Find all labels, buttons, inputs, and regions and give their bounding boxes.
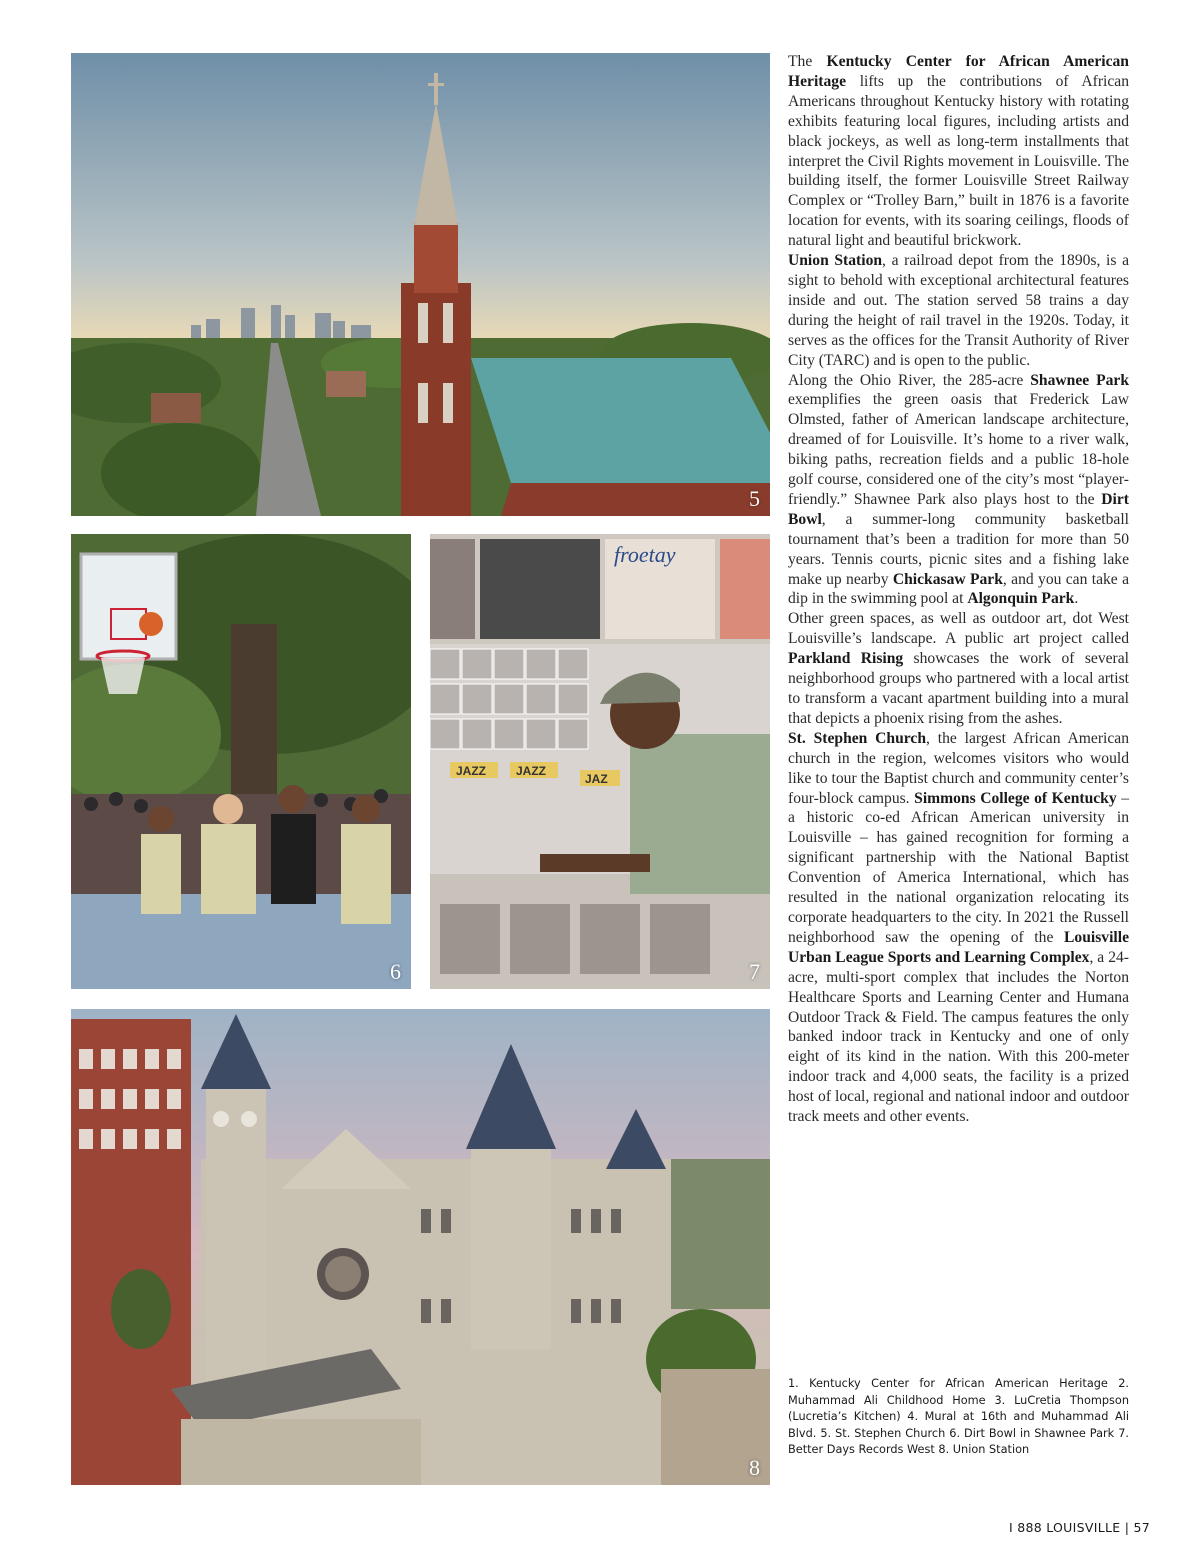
paragraph-shawnee-park [788, 371, 1129, 610]
jazz-sign: JAZ [585, 772, 608, 786]
text: – a historic co-ed African American university in Louisville – has gained recognition for forming a significant partnership with the National Baptist Convention of America International, which has resulted in the national organization relocating its corporate headquarters to the city. In 2021 the Russell neighborhood saw the opening of the [788, 789, 1129, 946]
text: exemplifies the green oasis that Frederick Law Olmsted, father of American landscape architecture, dreamed of for Louisville. It’s home to a river walk, biking paths, recreation fields and a public 18-hole golf course, considered one of the city’s most “player-friendly.” Shawnee Park also plays host to the [788, 391, 1129, 508]
text: Along the Ohio River, the 285-acre [788, 371, 1031, 389]
place-name: Shawnee Park [1030, 371, 1130, 389]
jazz-sign: JAZZ [456, 764, 486, 778]
photo-captions: 1. Kentucky Center for African American Heritage 2. Muhammad Ali Childhood Home 3. LuCretia Thompson (Lucretia’s Kitchen) 4. Mural at 16th and Muhammad Ali Blvd. 5. St. Stephen Church 6. Dirt Bowl in Shawnee Park 7. Better Days Records West 8. Union Station [788, 1377, 1129, 1457]
place-name: Simmons College of Kentucky [914, 789, 1117, 807]
place-name: Dirt Bowl [788, 490, 1129, 528]
article-body [788, 52, 1129, 1127]
place-name: St. Stephen Church [788, 729, 927, 747]
photo-number: 6 [390, 959, 401, 984]
paragraph-parkland-rising [788, 609, 1129, 728]
photo-record-store [430, 534, 770, 989]
paragraph-kentucky-center [788, 52, 1129, 251]
photo-number: 7 [749, 959, 760, 984]
text: showcases the work of several neighborhood groups who partnered with a local artist to transform a vacant apartment building into a mural that depicts a phoenix rising from the ashes. [788, 650, 1129, 727]
text: , a 24-acre, multi-sport complex that includes the Norton Healthcare Sports and Learning Center and Humana Outdoor Track & Field. The campus features the only banked indoor track in Kentucky and one of only eight of its kind in the nation. With this 200-meter indoor track and 4,000 seats, the facility is a prized host of local, regional and national indoor and outdoor track meets and other events. [788, 948, 1129, 1126]
text: , the largest African American church in the region, welcomes visitors who would like to tour the Baptist church and community center’s four-block campus. [788, 729, 1129, 807]
place-name: Union Station [788, 252, 883, 270]
text: , a railroad depot from the 1890s, is a sight to behold with exceptional architectural features inside and out. The station served 58 trains a day during the height of rail travel in the 1920s. Today, it serves as the offices for the Transit Authority of River City (TARC) and is open to the public. [788, 252, 1129, 369]
place-name: Parkland Rising [788, 650, 904, 668]
photo-st-stephen-church [71, 53, 770, 516]
text: Other green spaces, as well as outdoor art, dot West Louisville’s landscape. A public art project called [788, 610, 1129, 648]
page-footer: I 888 LOUISVILLE | 57 [1008, 1520, 1150, 1535]
text: . [1074, 590, 1079, 608]
text: lifts up the contributions of African Americans throughout Kentucky history with rotating exhibits featuring local figures, including artists and black jockeys, as well as long-term installments that interpret the Civil Rights movement in Louisville. The building itself, the former Louisville Street Railway Complex or “Trolley Barn,” built in 1876 is a favorite location for events, with its soaring ceilings, floods of natural light and beautiful brickwork. [788, 72, 1129, 250]
place-name: Chickasaw Park [892, 570, 1003, 588]
paragraph-st-stephen [788, 729, 1129, 1127]
photo-dirt-bowl [71, 534, 411, 989]
paragraph-union-station [788, 251, 1129, 370]
photo-number: 5 [749, 486, 760, 511]
jazz-sign: JAZZ [516, 764, 546, 778]
place-name: Kentucky Center for African American Heritage [788, 53, 1129, 90]
photo-union-station [71, 1009, 770, 1485]
text: , and you can take a dip in the swimming pool at [788, 570, 1129, 608]
place-name: Algonquin Park [967, 590, 1075, 608]
place-name: Louisville Urban League Sports and Learning Complex [788, 928, 1129, 966]
text: The [788, 53, 827, 70]
photo-number: 8 [749, 1455, 760, 1480]
text: , a summer-long community basketball tournament that’s been a tradition for more than 50 years. Tennis courts, picnic sites and a fishing lake make up nearby [788, 510, 1129, 588]
album-cover-text: froetay [614, 542, 676, 567]
